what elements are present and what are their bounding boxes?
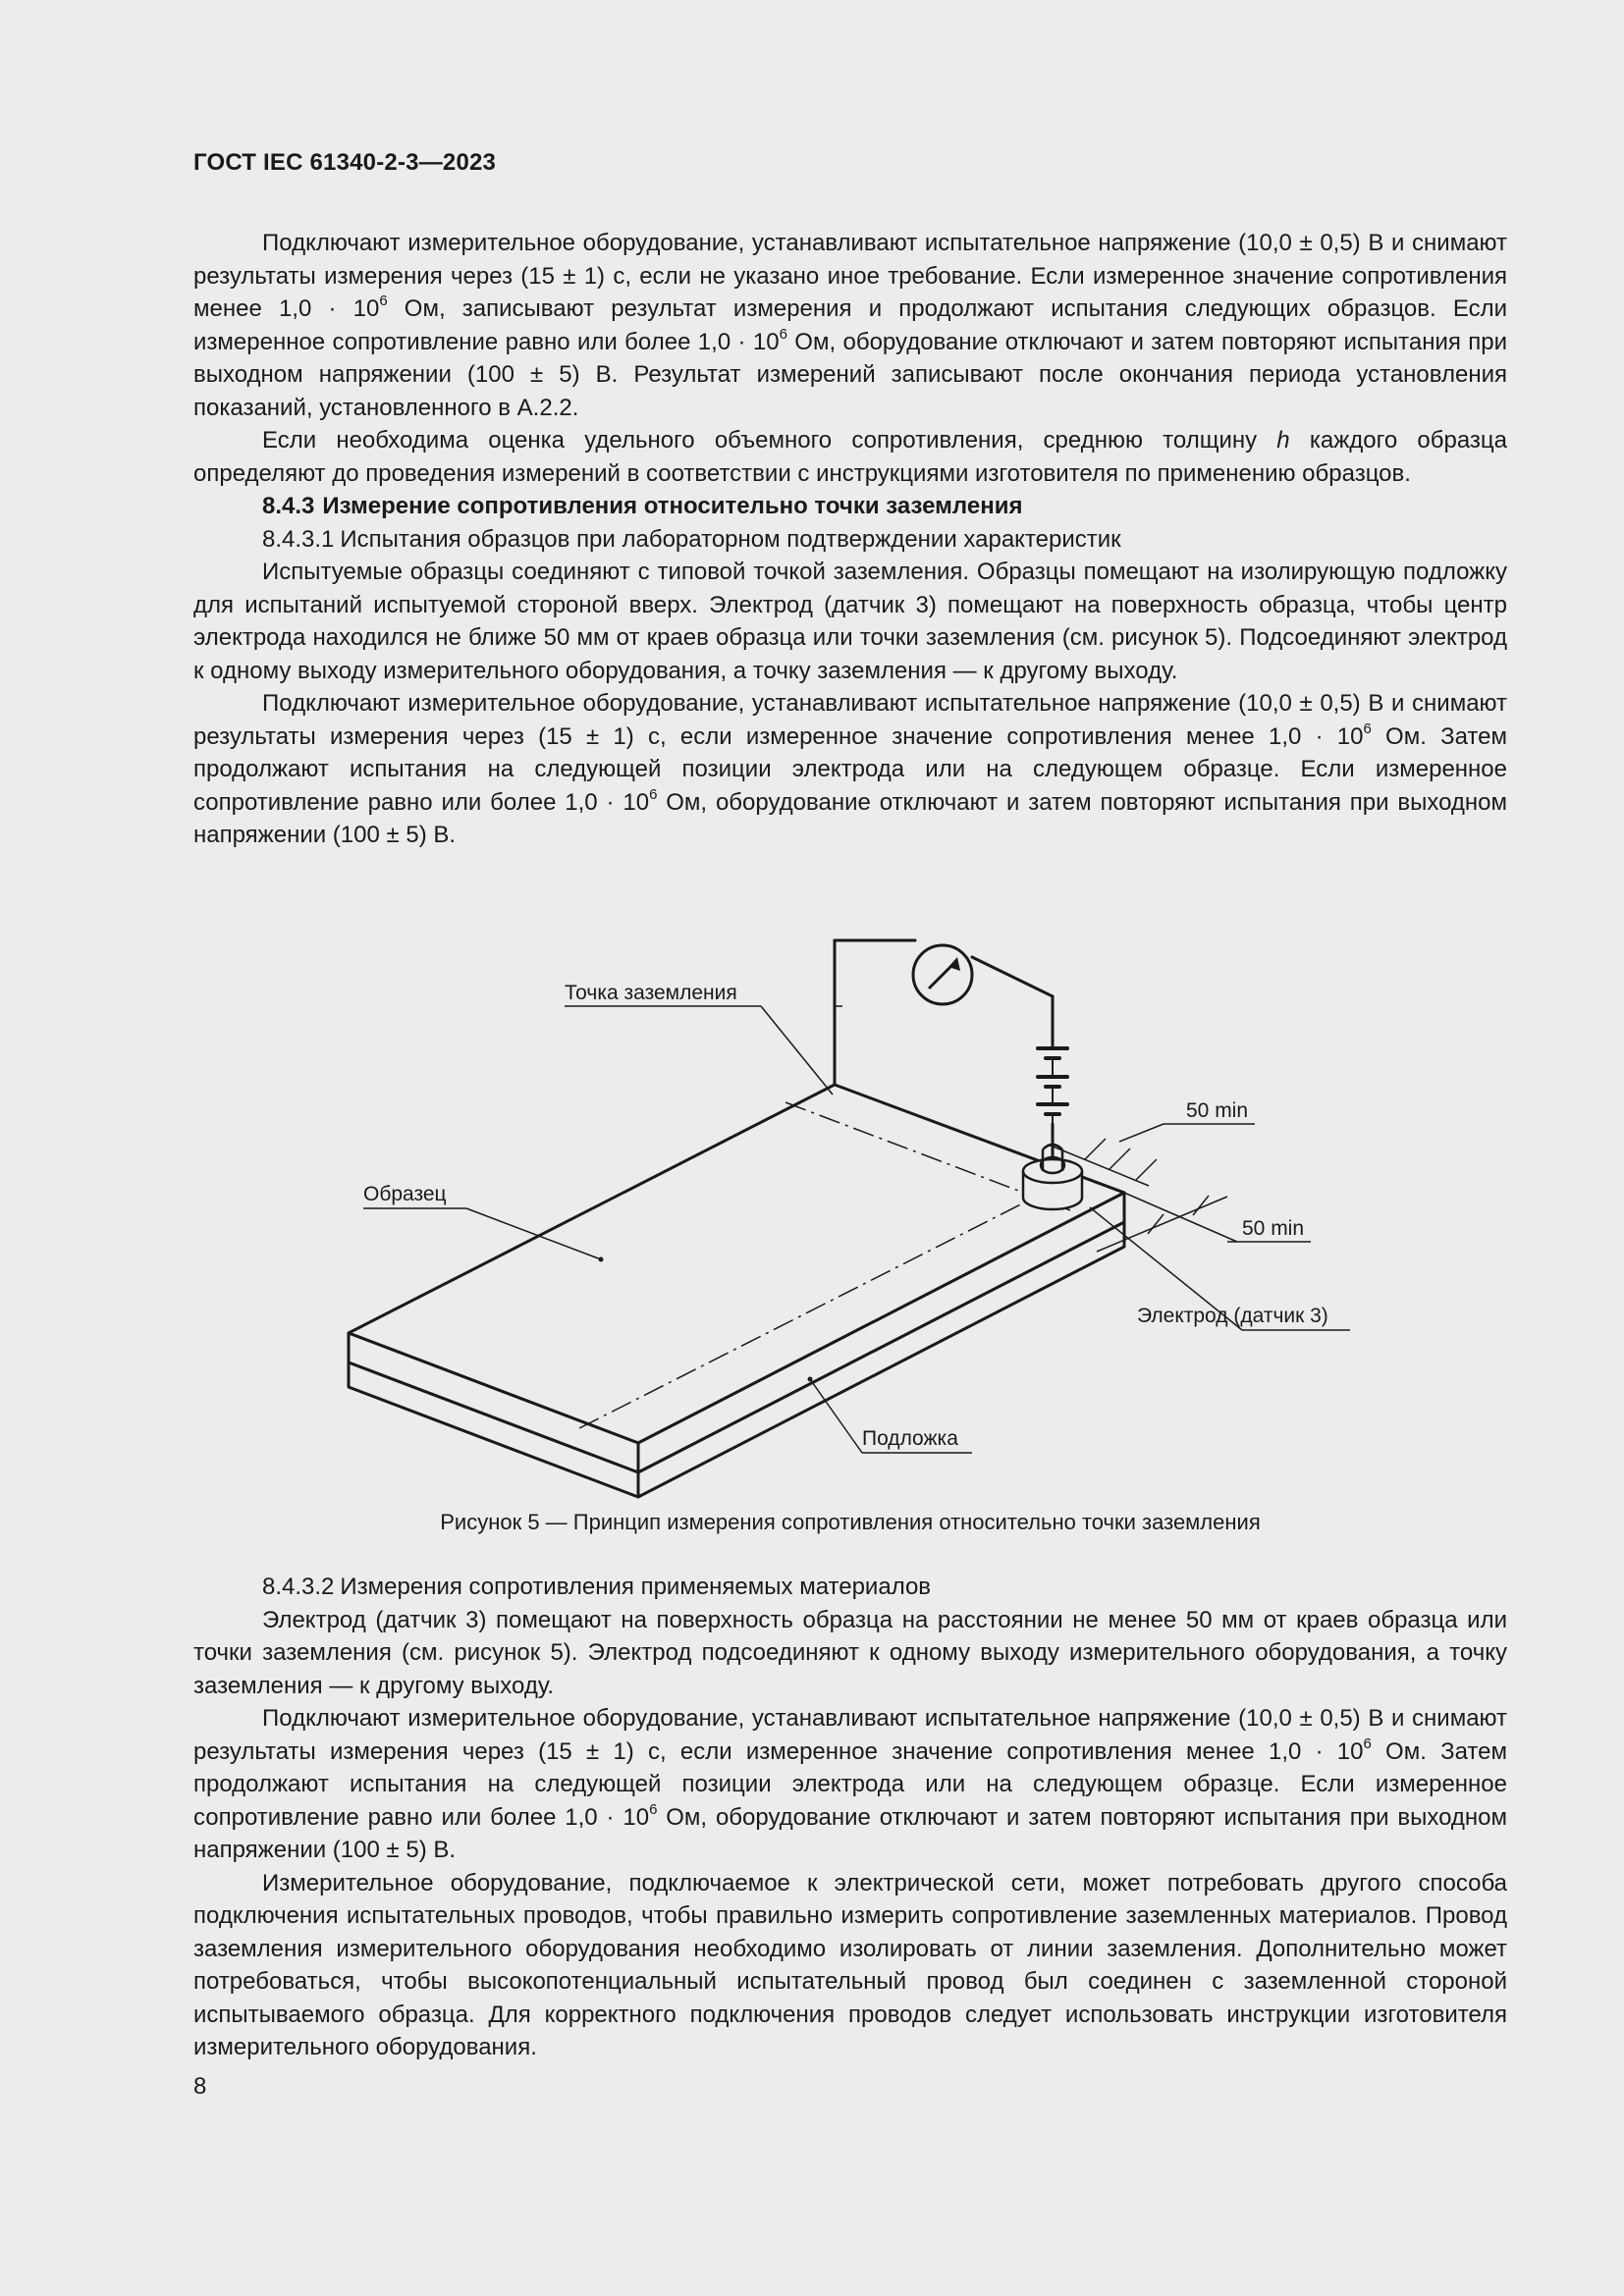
subsection-heading-8-4-3-1: 8.4.3.1 Испытания образцов при лабораторном подтверждении характеристик [262,525,1121,553]
text-block-bottom [193,1571,1507,2064]
paragraph-volume-resistivity: Если необходима оценка удельного объемного сопротивления, среднюю толщину h каждого образца определяют до проведения измерений в соответствии с инструкциями изготовителя по применению образцов. [193,427,1507,487]
paragraph-electrode-placement: Электрод (датчик 3) помещают на поверхность образца на расстоянии не менее 50 мм от краев образца или точки заземления (см. рисунок 5). Электрод подсоединяют к одному выходу измерительного оборудования, а точку заземления — к другому выходу. [193,1606,1507,1699]
label-substrate: Подложка [862,1427,958,1450]
leader-ground-slant [761,1006,833,1095]
paragraph-sample-setup: Испытуемые образцы соединяют с типовой точкой заземления. Образцы помещают на изолирующую подложку для испытаний испытуемой стороной вверх. Электрод (датчик 3) помещают на поверхность образца, чтобы центр электрода находился не ближе 50 мм от краев образца или точки заземления (см. рисунок 5). Подсоединяют электрод к одному выходу измерительного оборудования, а точку заземления — к другому выходу. [193,559,1507,684]
label-min-bottom: 50 min [1242,1217,1305,1240]
wire-meter-right [972,957,1053,996]
figure-caption: Рисунок 5 — Принцип измерения сопротивления относительно точки заземления [440,1510,1261,1534]
section-heading-8-4-3: 8.4.3 Измерение сопротивления относительно точки заземления [262,493,1023,519]
paragraph-test-voltage: Подключают измерительное оборудование, устанавливают испытательное напряжение (10,0 ± 0,5) В и снимают результаты измерения через (15 ± 1) с, если измеренное значение сопротивления менее $1,0 \cdot 10^6$ Ом. Затем продолжают испытания на следующей позиции электрода или на следующем образце. Если измеренное сопротивление равно или более $1,0 \cdot 10^6$ Ом, оборудование отключают и затем повторяют испытания при выходном напряжении (100 ± 5) В. [193,690,1507,848]
label-sample: Образец [363,1183,447,1205]
label-electrode: Электрод (датчик 3) [1137,1305,1328,1327]
document-header: ГОСТ IEC 61340-2-3—2023 [193,149,497,176]
meter-icon [913,945,972,1004]
label-ground-point: Точка заземления [565,982,737,1004]
subsection-heading-8-4-3-2: 8.4.3.2 Измерения сопротивления применяемых материалов [262,1574,932,1600]
text-block-top [193,227,1507,852]
paragraph-test-voltage-materials: Подключают измерительное оборудование, устанавливают испытательное напряжение (10,0 ± 0,5) В и снимают результаты измерения через (15 ± 1) с, если измеренное значение сопротивления менее $1,0 \cdot 10^6$ Ом. Затем продолжают испытания на следующей позиции электрода или на следующем образце. Если измеренное сопротивление равно или более $1,0 \cdot 10^6$ Ом, оборудование отключают и затем повторяют испытания при выходном напряжении (100 ± 5) В. [193,1705,1507,1863]
paragraph-measurement-procedure: Подключают измерительное оборудование, устанавливают испытательное напряжение (10,0 ± 0,5) В и снимают результаты измерения через (15 ± 1) с, если не указано иное требование. Если измеренное значение сопротивления менее $1,0 \cdot 10^6$ Ом, записывают результат измерения и продолжают испытания следующих образцов. Если измеренное сопротивление равно или более $1,0 \cdot 10^6$ Ом, оборудование отключают и затем повторяют испытания при выходном напряжении (100 ± 5) В. Результат измерений записывают после окончания периода установления показаний, установленного в А.2.2. [193,230,1508,421]
paragraph-mains-equipment: Измерительное оборудование, подключаемое к электрической сети, может потребовать другого способа подключения испытательных проводов, чтобы правильно измерить сопротивление заземленных материалов. Провод заземления измерительного оборудования необходимо изолировать от линии заземления. Дополнительно может потребоваться, чтобы высокопотенциальный испытательный провод был соединен с заземленной стороной испытываемого образца. Для корректного подключения проводов следует использовать инструкции изготовителя измерительного оборудования. [193,1869,1507,2060]
battery-icon [1038,1048,1067,1124]
figure-5-diagram [324,928,1384,1502]
label-min-top: 50 min [1186,1099,1249,1122]
page-number: 8 [193,2073,207,2100]
dim-ext-1 [1119,1124,1164,1142]
